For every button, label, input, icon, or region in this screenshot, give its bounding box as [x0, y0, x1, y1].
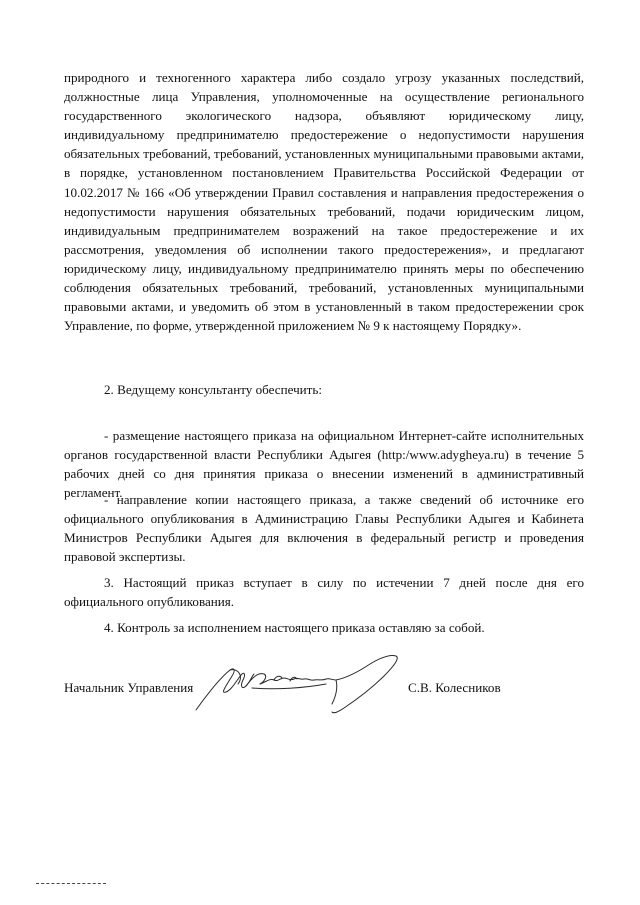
footnote-divider — [36, 883, 106, 884]
bullet-website-publication: - размещение настоящего приказа на официальном Интернет-сайте исполнительных органов государственной власти Республики Адыгея (http:/www.adygheya.ru) в течение 5 рабочих дней со дня принятия приказа о внесении изменений в административный регламент. — [64, 428, 584, 501]
signer-title: Начальник Управления — [64, 680, 194, 695]
signature-block — [64, 678, 584, 698]
signer-name: С.В. Колесников — [408, 680, 501, 695]
paragraph-continuation: природного и техногенного характера либо создало угрозу указанных последствий, должностные лица Управления, уполномоченные на осуществление регионального государственного экологического надзора, объявляют юридическому лицу, индивидуальному предпринимателю предостережение о недопустимости нарушения обязательных требований, требований, установленных муниципальными правовыми актами, в порядке, установленном постановлением Правительства Российской Федерации от 10.02.2017 № 166 «Об утверждении Правил составления и направления предостережения о недопустимости нарушения обязательных требований, подачи юридическим лицом, индивидуальным предпринимателем возражений на такое предостережение и их рассмотрения, уведомления об исполнении такого предостережения», и предлагают юридическому лицу, индивидуальному предпринимателю принять меры по обеспечению соблюдения обязательных требований, требований, установленных муниципальными правовыми актами, и уведомить об этом в установленный в таком предостережении срок Управление, по форме, утвержденной приложением № 9 к настоящему Порядку». — [64, 70, 584, 334]
bullet-send-copy: - направление копии настоящего приказа, а также сведений об источнике его официального опубликования в Администрацию Главы Республики Адыгея и Кабинета Министров Республики Адыгея для включения в федеральный регистр и проведения правовой экспертизы. — [64, 492, 584, 565]
item-3-effective-date: 3. Настоящий приказ вступает в силу по истечении 7 дней после дня его официального опубликования. — [64, 575, 584, 610]
item-2-heading: 2. Ведущему консультанту обеспечить: — [104, 382, 323, 397]
item-4-control: 4. Контроль за исполнением настоящего приказа оставляю за собой. — [104, 620, 485, 635]
